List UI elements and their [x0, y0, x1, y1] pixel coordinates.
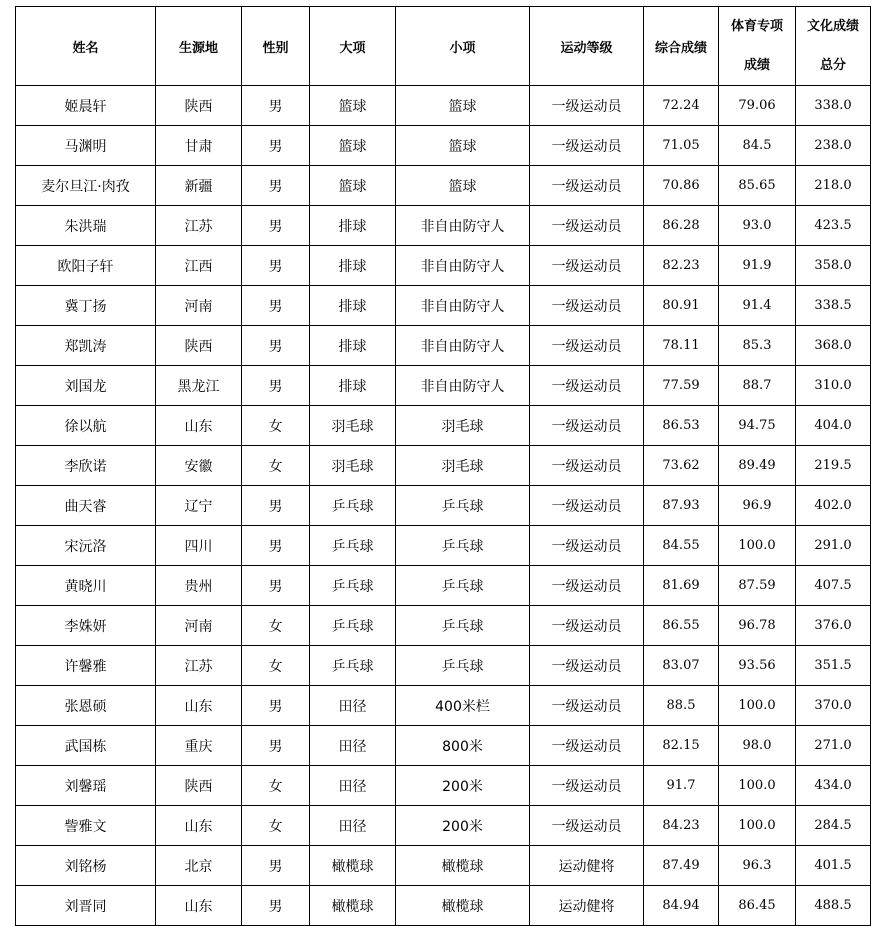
cell-gender: 男: [242, 726, 310, 766]
table-row: [16, 366, 871, 406]
cell-sport-level: 一级运动员: [530, 366, 644, 406]
cell-major-event: 田径: [310, 686, 396, 726]
table-row: [16, 286, 871, 326]
cell-origin: 黑龙江: [156, 366, 242, 406]
cell-gender: 男: [242, 526, 310, 566]
cell-sub-event: 篮球: [396, 166, 530, 206]
cell-gender: 女: [242, 766, 310, 806]
table-row: [16, 166, 871, 206]
cell-culture-score: 291.0: [796, 526, 871, 566]
cell-sport-level: 一级运动员: [530, 486, 644, 526]
cell-culture-score: 310.0: [796, 366, 871, 406]
cell-sub-event: 乒乓球: [396, 526, 530, 566]
cell-origin: 辽宁: [156, 486, 242, 526]
cell-name: 李姝妍: [16, 606, 156, 646]
cell-gender: 女: [242, 446, 310, 486]
cell-sport-level: 一级运动员: [530, 766, 644, 806]
cell-origin: 江苏: [156, 646, 242, 686]
cell-name: 曲天睿: [16, 486, 156, 526]
cell-culture-score: 401.5: [796, 846, 871, 886]
header-culture-score: [796, 7, 871, 86]
table-row: [16, 326, 871, 366]
cell-origin: 新疆: [156, 166, 242, 206]
cell-name: 麦尔旦江·肉孜: [16, 166, 156, 206]
table-row: [16, 846, 871, 886]
cell-name: 訾雅文: [16, 806, 156, 846]
cell-name: 武国栋: [16, 726, 156, 766]
cell-name: 刘馨瑶: [16, 766, 156, 806]
cell-name: 欧阳子轩: [16, 246, 156, 286]
table-row: [16, 766, 871, 806]
cell-origin: 陕西: [156, 326, 242, 366]
cell-sports-score: 100.0: [719, 526, 796, 566]
cell-major-event: 田径: [310, 766, 396, 806]
table-row: [16, 246, 871, 286]
cell-name: 马渊明: [16, 126, 156, 166]
cell-sub-event: 羽毛球: [396, 446, 530, 486]
table-row: [16, 206, 871, 246]
cell-major-event: 排球: [310, 326, 396, 366]
cell-gender: 男: [242, 366, 310, 406]
cell-origin: 河南: [156, 286, 242, 326]
cell-overall-score: 81.69: [644, 566, 719, 606]
cell-sports-score: 85.3: [719, 326, 796, 366]
cell-culture-score: 376.0: [796, 606, 871, 646]
cell-sub-event: 非自由防守人: [396, 326, 530, 366]
cell-sports-score: 93.0: [719, 206, 796, 246]
cell-culture-score: 368.0: [796, 326, 871, 366]
table-row: [16, 86, 871, 126]
cell-sub-event: 橄榄球: [396, 846, 530, 886]
cell-sub-event: 非自由防守人: [396, 286, 530, 326]
header-name: 姓名: [16, 7, 156, 86]
cell-sports-score: 100.0: [719, 686, 796, 726]
cell-gender: 女: [242, 606, 310, 646]
cell-gender: 女: [242, 646, 310, 686]
cell-gender: 男: [242, 886, 310, 926]
cell-culture-score: 218.0: [796, 166, 871, 206]
cell-sport-level: 一级运动员: [530, 686, 644, 726]
results-table: [15, 6, 871, 926]
cell-sub-event: 乒乓球: [396, 566, 530, 606]
cell-sub-event: 非自由防守人: [396, 366, 530, 406]
cell-major-event: 篮球: [310, 126, 396, 166]
cell-overall-score: 70.86: [644, 166, 719, 206]
cell-culture-score: 488.5: [796, 886, 871, 926]
cell-name: 冀丁扬: [16, 286, 156, 326]
cell-overall-score: 82.15: [644, 726, 719, 766]
cell-gender: 男: [242, 166, 310, 206]
cell-name: 黄晓川: [16, 566, 156, 606]
cell-sports-score: 100.0: [719, 766, 796, 806]
cell-culture-score: 271.0: [796, 726, 871, 766]
cell-origin: 北京: [156, 846, 242, 886]
cell-major-event: 乒乓球: [310, 486, 396, 526]
cell-gender: 男: [242, 846, 310, 886]
table-body: [16, 86, 871, 926]
cell-overall-score: 87.93: [644, 486, 719, 526]
cell-overall-score: 72.24: [644, 86, 719, 126]
cell-culture-score: 358.0: [796, 246, 871, 286]
cell-overall-score: 73.62: [644, 446, 719, 486]
cell-origin: 山东: [156, 686, 242, 726]
header-culture-score-line: 总分: [819, 58, 846, 73]
cell-sports-score: 86.45: [719, 886, 796, 926]
cell-overall-score: 91.7: [644, 766, 719, 806]
cell-sports-score: 98.0: [719, 726, 796, 766]
cell-culture-score: 338.5: [796, 286, 871, 326]
cell-sport-level: 一级运动员: [530, 126, 644, 166]
table-row: [16, 686, 871, 726]
cell-overall-score: 86.55: [644, 606, 719, 646]
cell-origin: 陕西: [156, 86, 242, 126]
cell-name: 刘国龙: [16, 366, 156, 406]
cell-overall-score: 86.53: [644, 406, 719, 446]
cell-sport-level: 运动健将: [530, 886, 644, 926]
cell-origin: 四川: [156, 526, 242, 566]
table-row: [16, 726, 871, 766]
cell-name: 张恩硕: [16, 686, 156, 726]
cell-sport-level: 一级运动员: [530, 646, 644, 686]
cell-sub-event: 乒乓球: [396, 646, 530, 686]
cell-sports-score: 91.9: [719, 246, 796, 286]
cell-sports-score: 96.3: [719, 846, 796, 886]
cell-sports-score: 93.56: [719, 646, 796, 686]
cell-name: 姬晨轩: [16, 86, 156, 126]
cell-culture-score: 338.0: [796, 86, 871, 126]
table-row: [16, 526, 871, 566]
cell-sub-event: 羽毛球: [396, 406, 530, 446]
cell-sub-event: 非自由防守人: [396, 246, 530, 286]
cell-sport-level: 运动健将: [530, 846, 644, 886]
cell-name: 许馨雅: [16, 646, 156, 686]
cell-major-event: 排球: [310, 366, 396, 406]
cell-culture-score: 238.0: [796, 126, 871, 166]
header-row: [16, 7, 871, 86]
cell-sport-level: 一级运动员: [530, 286, 644, 326]
cell-overall-score: 71.05: [644, 126, 719, 166]
header-sports-score-line: 体育专项: [730, 19, 783, 34]
cell-name: 刘晋同: [16, 886, 156, 926]
cell-culture-score: 219.5: [796, 446, 871, 486]
cell-sports-score: 100.0: [719, 806, 796, 846]
cell-gender: 男: [242, 246, 310, 286]
cell-name: 郑凯涛: [16, 326, 156, 366]
cell-name: 宋沅洛: [16, 526, 156, 566]
cell-overall-score: 77.59: [644, 366, 719, 406]
cell-sport-level: 一级运动员: [530, 246, 644, 286]
cell-major-event: 田径: [310, 726, 396, 766]
header-sports-score-line: 成绩: [743, 58, 770, 73]
cell-sports-score: 85.65: [719, 166, 796, 206]
cell-culture-score: 284.5: [796, 806, 871, 846]
cell-sport-level: 一级运动员: [530, 726, 644, 766]
cell-sport-level: 一级运动员: [530, 206, 644, 246]
header-sub-event: 小项: [396, 7, 530, 86]
cell-major-event: 乒乓球: [310, 526, 396, 566]
cell-sub-event: 篮球: [396, 86, 530, 126]
cell-sub-event: 乒乓球: [396, 606, 530, 646]
cell-origin: 贵州: [156, 566, 242, 606]
cell-sport-level: 一级运动员: [530, 166, 644, 206]
cell-sub-event: 800米: [396, 726, 530, 766]
cell-major-event: 乒乓球: [310, 646, 396, 686]
cell-gender: 男: [242, 86, 310, 126]
cell-sport-level: 一级运动员: [530, 86, 644, 126]
table-row: [16, 486, 871, 526]
cell-major-event: 橄榄球: [310, 846, 396, 886]
cell-gender: 男: [242, 126, 310, 166]
cell-overall-score: 84.23: [644, 806, 719, 846]
cell-culture-score: 423.5: [796, 206, 871, 246]
cell-sub-event: 乒乓球: [396, 486, 530, 526]
cell-sub-event: 非自由防守人: [396, 206, 530, 246]
cell-origin: 河南: [156, 606, 242, 646]
cell-gender: 男: [242, 286, 310, 326]
cell-gender: 女: [242, 806, 310, 846]
cell-major-event: 排球: [310, 206, 396, 246]
cell-sport-level: 一级运动员: [530, 806, 644, 846]
cell-sub-event: 200米: [396, 766, 530, 806]
cell-gender: 女: [242, 406, 310, 446]
cell-overall-score: 86.28: [644, 206, 719, 246]
cell-sports-score: 79.06: [719, 86, 796, 126]
cell-sport-level: 一级运动员: [530, 526, 644, 566]
cell-origin: 山东: [156, 806, 242, 846]
cell-origin: 山东: [156, 886, 242, 926]
cell-name: 李欣诺: [16, 446, 156, 486]
cell-sports-score: 94.75: [719, 406, 796, 446]
cell-sports-score: 91.4: [719, 286, 796, 326]
cell-gender: 男: [242, 206, 310, 246]
cell-overall-score: 84.55: [644, 526, 719, 566]
table-row: [16, 646, 871, 686]
cell-origin: 陕西: [156, 766, 242, 806]
cell-origin: 江苏: [156, 206, 242, 246]
table-row: [16, 446, 871, 486]
table-row: [16, 566, 871, 606]
cell-sport-level: 一级运动员: [530, 326, 644, 366]
cell-sports-score: 89.49: [719, 446, 796, 486]
cell-sports-score: 88.7: [719, 366, 796, 406]
header-origin: 生源地: [156, 7, 242, 86]
cell-sports-score: 96.78: [719, 606, 796, 646]
cell-major-event: 田径: [310, 806, 396, 846]
cell-culture-score: 434.0: [796, 766, 871, 806]
cell-origin: 重庆: [156, 726, 242, 766]
table-row: [16, 886, 871, 926]
cell-gender: 男: [242, 566, 310, 606]
cell-origin: 山东: [156, 406, 242, 446]
cell-sub-event: 400米栏: [396, 686, 530, 726]
cell-gender: 男: [242, 486, 310, 526]
header-overall-score: 综合成绩: [644, 7, 719, 86]
table-row: [16, 406, 871, 446]
cell-sport-level: 一级运动员: [530, 406, 644, 446]
cell-name: 朱洪瑞: [16, 206, 156, 246]
cell-major-event: 篮球: [310, 166, 396, 206]
cell-gender: 男: [242, 686, 310, 726]
cell-overall-score: 78.11: [644, 326, 719, 366]
cell-culture-score: 370.0: [796, 686, 871, 726]
cell-sub-event: 篮球: [396, 126, 530, 166]
cell-overall-score: 88.5: [644, 686, 719, 726]
cell-sports-score: 96.9: [719, 486, 796, 526]
header-major-event: 大项: [310, 7, 396, 86]
cell-sports-score: 84.5: [719, 126, 796, 166]
cell-sport-level: 一级运动员: [530, 446, 644, 486]
cell-sub-event: 200米: [396, 806, 530, 846]
cell-sub-event: 橄榄球: [396, 886, 530, 926]
cell-culture-score: 402.0: [796, 486, 871, 526]
table-row: [16, 126, 871, 166]
cell-sports-score: 87.59: [719, 566, 796, 606]
header-sports-score: [719, 7, 796, 86]
cell-major-event: 乒乓球: [310, 606, 396, 646]
cell-name: 刘铭杨: [16, 846, 156, 886]
cell-major-event: 橄榄球: [310, 886, 396, 926]
cell-culture-score: 404.0: [796, 406, 871, 446]
cell-overall-score: 84.94: [644, 886, 719, 926]
cell-overall-score: 83.07: [644, 646, 719, 686]
table-row: [16, 806, 871, 846]
cell-origin: 江西: [156, 246, 242, 286]
cell-sport-level: 一级运动员: [530, 606, 644, 646]
cell-major-event: 排球: [310, 246, 396, 286]
cell-culture-score: 407.5: [796, 566, 871, 606]
cell-major-event: 羽毛球: [310, 446, 396, 486]
cell-overall-score: 80.91: [644, 286, 719, 326]
cell-major-event: 乒乓球: [310, 566, 396, 606]
header-culture-score-line: 文化成绩: [806, 19, 859, 34]
cell-sport-level: 一级运动员: [530, 566, 644, 606]
cell-major-event: 羽毛球: [310, 406, 396, 446]
table-row: [16, 606, 871, 646]
cell-overall-score: 82.23: [644, 246, 719, 286]
cell-major-event: 排球: [310, 286, 396, 326]
cell-origin: 甘肃: [156, 126, 242, 166]
cell-overall-score: 87.49: [644, 846, 719, 886]
cell-name: 徐以航: [16, 406, 156, 446]
cell-gender: 男: [242, 326, 310, 366]
header-sport-level: 运动等级: [530, 7, 644, 86]
cell-origin: 安徽: [156, 446, 242, 486]
cell-culture-score: 351.5: [796, 646, 871, 686]
header-gender: 性别: [242, 7, 310, 86]
cell-major-event: 篮球: [310, 86, 396, 126]
